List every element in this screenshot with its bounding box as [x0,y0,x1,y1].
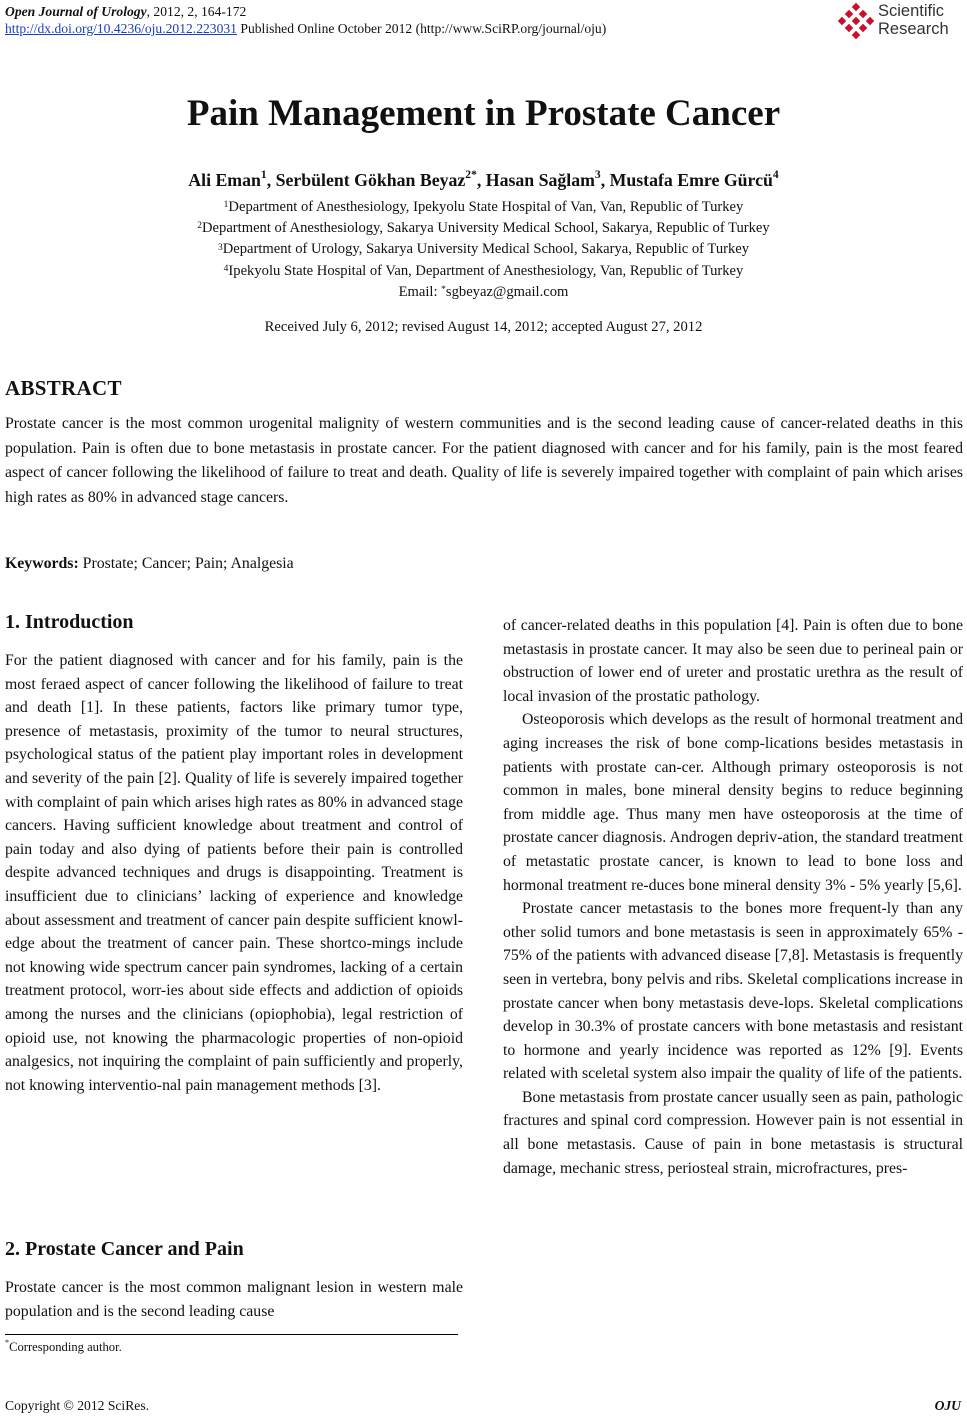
footnote-sup: * [5,1338,10,1348]
author-sup: 2* [465,167,477,181]
introduction-text-block [5,649,463,1097]
introduction-paragraph: For the patient diagnosed with cancer and for his family, pain is the most feraed aspect of cancer following the likelihood of failure to treat and death [1]. In these patients, factors like primary tumor type, presence of metastasis, proximity of the tumor to neural structures, psychological status of the patient play important roles in development and severity of the pain [2]. Quality of life is severely impaired together with complaint of pain which arises high rates as 80% in advanced stage cancers. Having sufficient knowledge about treatment and control of pain today and also dying of patients before their pain is controlled despite advanced techniques and drugs is disappointing. Treatment is insufficient due to clinicians’ lacking of experience and knowledge about assessment and treatment of cancer pain despite sufficient knowl-edge about the treatment of cancer pain. These shortco-mings include not knowing wide spectrum cancer pain syndromes, lacking of a certain treatment protocol, worr-ies about side effects and addiction of opioids among the nurses and the clinicians (opiophobia), legal restriction of opioid use, not knowing the pharmacologic properties of non-opioid analgesics, not inquiring the complaint of pain sufficiently and properly, not knowing interventio-nal pain management methods [3]. [5,652,463,1094]
footnote [5,1340,122,1355]
footnote-rule [5,1334,458,1335]
affiliation-sup: 3 [217,242,223,253]
author-name: Serbülent Gökhan Beyaz [275,170,466,190]
abstract-heading: ABSTRACT [5,376,122,400]
affiliation-sup: 4 [223,263,229,274]
author-sup: 3 [594,167,601,181]
affiliation-line [0,197,967,218]
section-heading-introduction: 1. Introduction [5,611,134,633]
email-label: Email: [398,283,442,300]
publisher-logo [836,2,961,44]
section-2-text-block [5,1276,463,1323]
journal-abbreviation: OJU [934,1398,961,1413]
author-separator: , [476,170,486,190]
journal-name: Open Journal of Urology [5,4,147,19]
section-heading-prostate-cancer-and-pain: 2. Prostate Cancer and Pain [5,1238,244,1260]
logo-line-1: Scientific [878,2,945,20]
keywords-label: Keywords: [5,555,79,572]
affiliation-line [0,239,967,260]
author-sup: 4 [772,167,779,181]
author-separator: , [266,170,276,190]
scientific-research-logo-icon [836,2,876,42]
logo-text [878,2,949,38]
author-sup: 1 [260,167,267,181]
paper-title: Pain Management in Prostate Cancer [186,93,781,134]
body-paragraph: Bone metastasis from prostate cancer usually seen as pain, pathologic fractures and spinal cord compression. However pain is not essential in all bone metastasis. Cause of pain in bone metastasis is structural damage, mechanic stress, periosteal strain, microfractures, pres- [503,1088,963,1177]
email-sup: * [441,284,446,295]
author-name: Ali Eman [188,170,261,190]
copyright: Copyright © 2012 SciRes. [5,1398,150,1413]
received-dates: Received July 6, 2012; revised August 14, 2012; accepted August 27, 2012 [264,319,703,335]
right-column [503,614,963,1180]
author-name: Hasan Sağlam [485,170,595,190]
author-list [0,167,967,191]
logo-line-2: Research [878,20,949,38]
affiliation-text: Department of Urology, Sakarya University Medical School, Sakarya, Republic of Turkey [222,241,750,258]
running-header [5,3,606,37]
affiliation-sup: 1 [223,200,229,211]
keywords-text: Prostate; Cancer; Pain; Analgesia [78,555,294,572]
email-address[interactable]: sgbeyaz@gmail.com [445,283,569,300]
section-2-paragraph: Prostate cancer is the most common malignant lesion in western male population and is the second leading cause [5,1279,463,1320]
author-separator: , [600,170,610,190]
affiliation-text: Department of Anesthesiology, Ipekyolu State Hospital of Van, Van, Republic of Turkey [228,199,744,215]
footnote-text: Corresponding author. [9,1340,122,1354]
journal-citation: , 2012, 2, 164-172 [146,4,247,19]
doi-link[interactable]: http://dx.doi.org/10.4236/oju.2012.223031 [5,21,237,36]
body-paragraph: Prostate cancer metastasis to the bones more frequent-ly than any other solid tumors and bone metastasis is seen in approximately 65% - 75% of the patients with advanced disease [7,8]. Metastasis is frequently seen in vertebra, bony pelvis and ribs. Skeletal complications increase in prostate cancer when bony metastasis deve-lops. Skeletal complications develop in 30.3% of prostate cancers with bone metastasis and resistant to hormone and yearly incidence was reported as 12% [9]. Events related with sceletal system also impair the quality of life of the patients. [503,900,963,1083]
keywords [5,555,294,573]
affiliations [0,197,967,303]
author-name: Mustafa Emre Gürcü [609,170,773,190]
publication-info: Published Online October 2012 (http://www.SciRP.org/journal/oju) [236,21,607,36]
affiliation-line [0,218,967,239]
affiliation-text: Ipekyolu State Hospital of Van, Department of Anesthesiology, Van, Republic of Turkey [228,262,744,279]
abstract-text: Prostate cancer is the most common urogenital malignity of western communities and is the second leading cause of cancer-related deaths in this population. Pain is often due to bone metastasis in prostate cancer. For the patient diagnosed with cancer and for his family, pain is the most feared aspect of cancer following the likelihood of failure to treat and death. Quality of life is severely impaired together with complaint of pain which arises high rates as 80% in advanced stage cancers. [5,415,963,506]
body-paragraph: of cancer-related deaths in this population [4]. Pain is often due to bone metastasis in prostate cancer. It may also be seen due to perineal pain or obstruction of lower end of ureter and prostatic urethra as the result of local invasion of the prostatic pathology. [503,617,963,705]
affiliation-line [0,261,967,282]
body-paragraph: Osteoporosis which develops as the result of hormonal treatment and aging increases the risk of bone comp-lications besides metastasis in patients with prostate can-cer. Although primary osteoporosis is not common in males, bone mineral density begins to reduce beginning from middle age. Thus many men have osteoporosis at the time of prostate cancer diagnosis. Androgen depriv-ation, the standard treatment of metastatic prostate cancer, is known to lead to bone loss and hormonal treatment re-duces bone mineral density 3% - 5% yearly [5,6]. [503,711,963,894]
affiliation-text: Department of Anesthesiology, Sakarya University Medical School, Sakarya, Republic of Turkey [202,220,770,237]
affiliation-sup: 2 [197,221,203,232]
email-line [0,282,967,303]
